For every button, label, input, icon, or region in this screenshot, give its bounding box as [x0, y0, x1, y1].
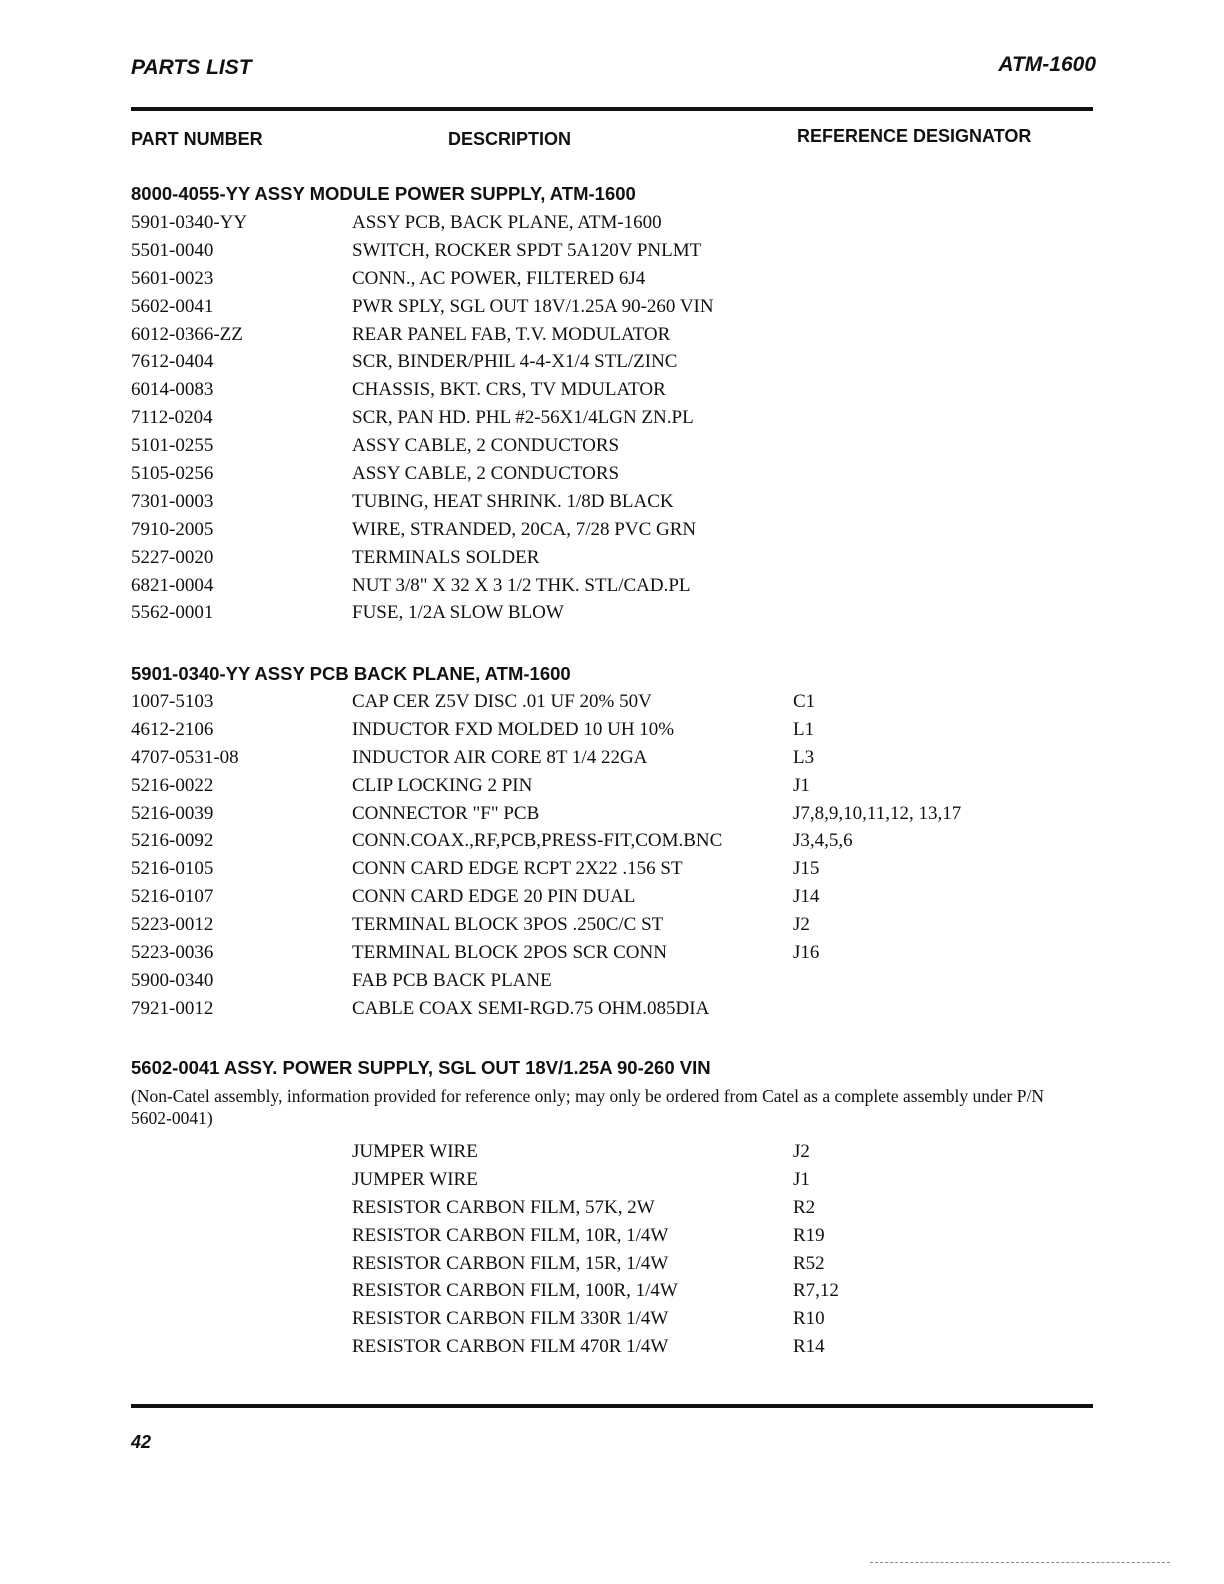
reference-cell: J2 [793, 1141, 810, 1162]
reference-cell: R10 [793, 1308, 825, 1330]
section-title: 5602-0041 ASSY. POWER SUPPLY, SGL OUT 18V/1.25A 90-260 VIN [131, 1057, 711, 1078]
reference-cell: C1 [793, 691, 816, 712]
table-row [0, 1336, 1224, 1364]
reference-cell: J1 [793, 774, 810, 796]
part-number-cell: 5216-0105 [131, 858, 214, 880]
table-row [0, 407, 1224, 435]
table-row [0, 747, 1224, 775]
table-row [0, 519, 1224, 547]
description-cell: TERMINAL BLOCK 3POS .250C/C ST [352, 914, 664, 936]
reference-cell: R7,12 [793, 1280, 839, 1302]
table-row [0, 435, 1224, 463]
section-rows [0, 212, 1224, 630]
header-title-left: PARTS LIST [131, 56, 252, 79]
description-cell: WIRE, STRANDED, 20CA, 7/28 PVC GRN [352, 518, 697, 540]
section-rows [0, 691, 1224, 1026]
part-number-cell: 5216-0092 [131, 830, 214, 852]
description-cell: CONN.COAX.,RF,PCB,PRESS-FIT,COM.BNC [352, 830, 723, 852]
table-row [0, 240, 1224, 268]
table-row [0, 268, 1224, 296]
table-row [0, 1169, 1224, 1197]
table-row [0, 1225, 1224, 1253]
part-number-cell: 6012-0366-ZZ [131, 323, 243, 345]
reference-cell: R2 [793, 1196, 816, 1218]
reference-cell: J1 [793, 1168, 810, 1190]
section-title: 8000-4055-YY ASSY MODULE POWER SUPPLY, ATM-1600 [131, 183, 636, 204]
part-number-cell: 5223-0012 [131, 914, 214, 936]
part-number-cell: 5105-0256 [131, 463, 214, 485]
description-cell: ASSY CABLE, 2 CONDUCTORS [352, 435, 620, 457]
table-row [0, 691, 1224, 719]
page-number: 42 [131, 1432, 152, 1452]
description-cell: JUMPER WIRE [352, 1168, 478, 1190]
description-cell: FUSE, 1/2A SLOW BLOW [352, 602, 564, 624]
table-row [0, 296, 1224, 324]
table-row [0, 970, 1224, 998]
description-cell: NUT 3/8" X 32 X 3 1/2 THK. STL/CAD.PL [352, 574, 691, 596]
description-cell: RESISTOR CARBON FILM, 57K, 2W [352, 1196, 655, 1218]
part-number-cell: 7612-0404 [131, 351, 214, 373]
description-cell: INDUCTOR AIR CORE 8T 1/4 22GA [352, 746, 648, 768]
header-rule [131, 107, 1093, 111]
part-number-cell: 5900-0340 [131, 969, 214, 991]
column-header-description: DESCRIPTION [448, 129, 572, 149]
description-cell: JUMPER WIRE [352, 1141, 478, 1162]
table-row [0, 379, 1224, 407]
table-row [0, 1308, 1224, 1336]
description-cell: ASSY PCB, BACK PLANE, ATM-1600 [352, 212, 662, 233]
part-number-cell: 4707-0531-08 [131, 746, 239, 768]
description-cell: SWITCH, ROCKER SPDT 5A120V PNLMT [352, 239, 702, 261]
description-cell: RESISTOR CARBON FILM, 10R, 1/4W [352, 1224, 669, 1246]
table-row [0, 324, 1224, 352]
table-row [0, 547, 1224, 575]
description-cell: TUBING, HEAT SHRINK. 1/8D BLACK [352, 490, 674, 512]
reference-cell: J15 [793, 858, 820, 880]
part-number-cell: 7301-0003 [131, 490, 214, 512]
footer-rule [131, 1404, 1093, 1408]
table-row [0, 914, 1224, 942]
part-number-cell: 7910-2005 [131, 518, 214, 540]
header-title-right: ATM-1600 [998, 53, 1096, 76]
description-cell: TERMINAL BLOCK 2POS SCR CONN [352, 942, 667, 964]
reference-cell: J2 [793, 914, 810, 936]
part-number-cell: 5223-0036 [131, 942, 214, 964]
part-number-cell: 7112-0204 [131, 407, 213, 429]
part-number-cell: 4612-2106 [131, 718, 214, 740]
part-number-cell: 5101-0255 [131, 435, 214, 457]
description-cell: RESISTOR CARBON FILM 330R 1/4W [352, 1308, 669, 1330]
description-cell: CONN CARD EDGE 20 PIN DUAL [352, 886, 636, 908]
table-row [0, 491, 1224, 519]
description-cell: FAB PCB BACK PLANE [352, 969, 552, 991]
part-number-cell: 5602-0041 [131, 295, 214, 317]
reference-cell: L1 [793, 718, 815, 740]
table-row [0, 830, 1224, 858]
table-row [0, 575, 1224, 603]
table-row [0, 858, 1224, 886]
table-row [0, 351, 1224, 379]
table-row [0, 775, 1224, 803]
table-row [0, 1253, 1224, 1281]
table-row [0, 719, 1224, 747]
part-number-cell: 5216-0022 [131, 774, 214, 796]
section-note: (Non-Catel assembly, information provided for reference only; may only be ordered from Catel as a complete assembly under P/N 5602-0041) [131, 1086, 1044, 1128]
table-row [0, 212, 1224, 240]
reference-cell: J16 [793, 942, 820, 964]
part-number-cell: 5501-0040 [131, 239, 214, 261]
description-cell: PWR SPLY, SGL OUT 18V/1.25A 90-260 VIN [352, 295, 714, 317]
part-number-cell: 5601-0023 [131, 267, 214, 289]
description-cell: CONNECTOR "F" PCB [352, 802, 540, 824]
description-cell: TERMINALS SOLDER [352, 546, 540, 568]
reference-cell: J7,8,9,10,11,12, 13,17 [793, 802, 962, 824]
section-title: 5901-0340-YY ASSY PCB BACK PLANE, ATM-1600 [131, 663, 571, 684]
part-number-cell: 5227-0020 [131, 546, 214, 568]
table-row [0, 602, 1224, 630]
table-row [0, 463, 1224, 491]
description-cell: RESISTOR CARBON FILM, 100R, 1/4W [352, 1280, 678, 1302]
reference-cell: L3 [793, 746, 815, 768]
description-cell: RESISTOR CARBON FILM, 15R, 1/4W [352, 1252, 669, 1274]
table-row [0, 942, 1224, 970]
table-row [0, 803, 1224, 831]
part-number-cell: 5216-0107 [131, 886, 214, 908]
description-cell: RESISTOR CARBON FILM 470R 1/4W [352, 1336, 669, 1358]
description-cell: ASSY CABLE, 2 CONDUCTORS [352, 463, 620, 485]
reference-cell: R52 [793, 1252, 825, 1274]
reference-cell: R19 [793, 1224, 825, 1246]
description-cell: REAR PANEL FAB, T.V. MODULATOR [352, 323, 671, 345]
part-number-cell: 6821-0004 [131, 574, 214, 596]
column-header-reference: REFERENCE DESIGNATOR [797, 126, 1032, 146]
table-row [0, 1197, 1224, 1225]
description-cell: CAP CER Z5V DISC .01 UF 20% 50V [352, 691, 652, 712]
description-cell: CONN., AC POWER, FILTERED 6J4 [352, 267, 646, 289]
reference-cell: R14 [793, 1336, 825, 1358]
part-number-cell: 5901-0340-YY [131, 212, 248, 233]
part-number-cell: 5562-0001 [131, 602, 214, 624]
description-cell: CABLE COAX SEMI-RGD.75 OHM.085DIA [352, 997, 710, 1019]
description-cell: CHASSIS, BKT. CRS, TV MDULATOR [352, 379, 666, 401]
description-cell: SCR, PAN HD. PHL #2-56X1/4LGN ZN.PL [352, 407, 694, 429]
part-number-cell: 6014-0083 [131, 379, 214, 401]
table-row [0, 998, 1224, 1026]
reference-cell: J3,4,5,6 [793, 830, 853, 852]
part-number-cell: 7921-0012 [131, 997, 214, 1019]
table-row [0, 1141, 1224, 1169]
part-number-cell: 1007-5103 [131, 691, 214, 712]
reference-cell: J14 [793, 886, 820, 908]
section-rows [0, 1141, 1224, 1364]
column-header-part-number: PART NUMBER [131, 129, 263, 149]
description-cell: INDUCTOR FXD MOLDED 10 UH 10% [352, 718, 675, 740]
part-number-cell: 5216-0039 [131, 802, 214, 824]
description-cell: CLIP LOCKING 2 PIN [352, 774, 533, 796]
description-cell: CONN CARD EDGE RCPT 2X22 .156 ST [352, 858, 683, 880]
scan-artifact [870, 1562, 1170, 1564]
table-row [0, 886, 1224, 914]
table-row [0, 1280, 1224, 1308]
description-cell: SCR, BINDER/PHIL 4-4-X1/4 STL/ZINC [352, 351, 678, 373]
